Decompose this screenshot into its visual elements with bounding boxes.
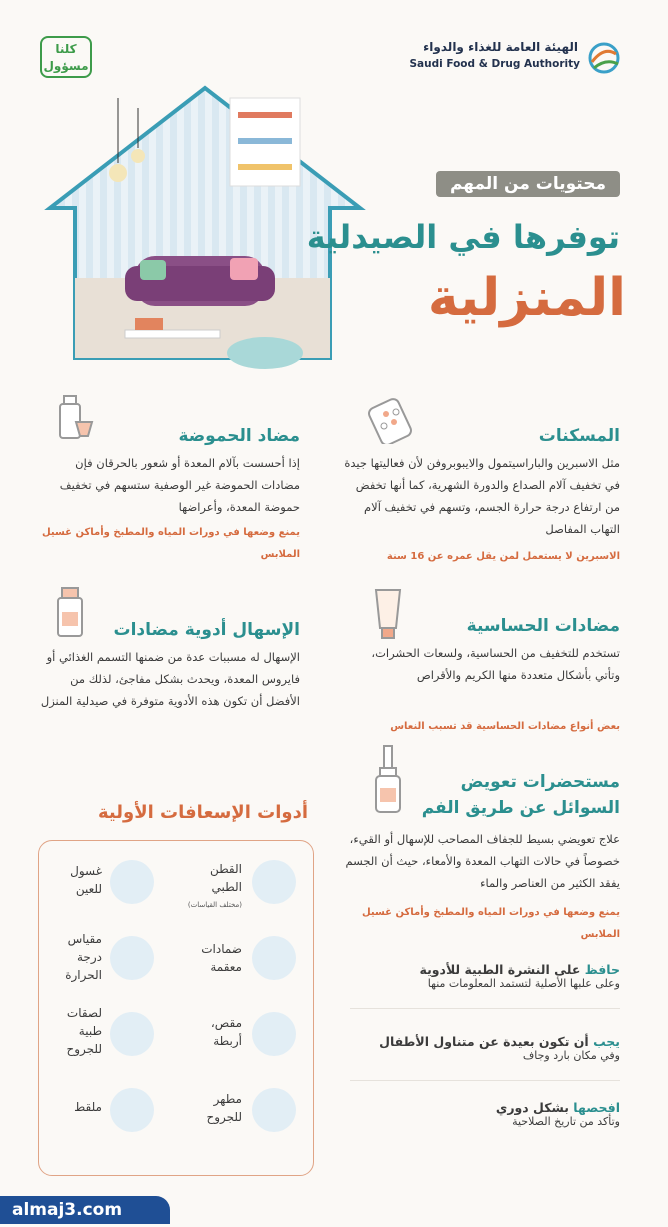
tip-2-sub: وفي مكان بارد وجاف bbox=[522, 1049, 620, 1062]
thermometer-icon bbox=[110, 936, 154, 980]
painkillers-note: الاسبرين لا يستعمل لمن يقل عمره عن 16 سنة bbox=[386, 551, 620, 562]
painkillers-title: المسكنات bbox=[538, 426, 620, 446]
tip-3-sub: وتأكد من تاريخ الصلاحية bbox=[512, 1115, 620, 1128]
tip-2-rest: أن تكون بعيدة عن متناول الأطفال bbox=[379, 1034, 594, 1049]
ors-body: علاج تعويضي بسيط للجفاف المصاحب للإسهال أو القيء، خصوصاً في حالات التهاب المعدة والأمعاء، حيث أن الجسم يفقد الكثير من العناصر والماء bbox=[345, 832, 620, 890]
scissors-label: مقص، أربطة bbox=[210, 1016, 242, 1048]
cream-tube-icon bbox=[370, 586, 406, 642]
plasters-label: لصقات طبية للجروح bbox=[66, 1006, 102, 1056]
antacid-bottle-icon bbox=[52, 394, 96, 444]
badge-line2: مسؤول bbox=[43, 59, 89, 73]
first-aid-title: أدوات الإسعافات الأولية bbox=[98, 802, 308, 823]
tweezers-icon bbox=[110, 1088, 154, 1132]
antidiarrhea-body: الإسهال له مسببات عدة من ضمنها التسمم الغذائي أو فايروس المعدة، ويحدث بشكل مفاجئ، لذلك من الأفضل أن تكون هذه الأدوية متوفرة في صيدلية المنزل bbox=[40, 650, 300, 708]
tip-divider-2 bbox=[350, 1080, 620, 1081]
tip-1-rest: على النشرة الطبية للأدوية bbox=[419, 962, 585, 977]
tip-3-strong: افحصها bbox=[573, 1100, 620, 1115]
antacids-note: يمنع وضعها في دورات المياه والمطبخ وأماكن غسيل الملابس bbox=[41, 527, 300, 560]
sfda-name-en: Saudi Food & Drug Authority bbox=[409, 58, 580, 70]
medicine-box-icon bbox=[54, 584, 86, 640]
tip-2-strong: يجب bbox=[593, 1034, 620, 1049]
scissors-bandage-icon bbox=[252, 1012, 296, 1056]
cotton-sub: (مختلف القياسات) bbox=[187, 901, 242, 909]
ors-title-line1: مستحضرات تعويض bbox=[460, 772, 620, 792]
hero-title-line1: توفرها في الصيدلية bbox=[306, 218, 620, 256]
kolona-masool-badge bbox=[40, 36, 92, 78]
tip-1-sub: وعلى علبها الأصلية لتستمد المعلومات منها bbox=[427, 977, 620, 990]
tweezers-label: ملقط bbox=[74, 1100, 102, 1114]
antiallergy-note: بعض أنواع مضادات الحساسية قد تسبب النعاس bbox=[390, 721, 620, 732]
antiseptic-bottle-icon bbox=[252, 1088, 296, 1132]
hero-title-line2: المنزلية bbox=[427, 268, 626, 328]
cotton-text: القطن الطبي bbox=[209, 862, 242, 894]
ors-note: يمنع وضعها في دورات المياه والمطبخ وأماكن غسيل الملابس bbox=[361, 907, 620, 940]
antacids-body: إذا أحسست بآلام المعدة أو شعور بالحرقان فإن مضادات الحموضة غير الوصفية ستسهم في تخفيف حموضة المعدة، وأعراضها bbox=[59, 456, 300, 514]
antiseptic-label: مطهر للجروح bbox=[206, 1092, 242, 1124]
tip-1-strong: حافظ bbox=[584, 962, 620, 977]
antacids-title: مضاد الحموضة bbox=[178, 426, 300, 446]
sfda-logo-icon bbox=[584, 40, 624, 76]
tip-3-rest: بشكل دوري bbox=[495, 1100, 574, 1115]
sfda-name-ar: الهيئة العامة للغذاء والدواء bbox=[423, 40, 578, 54]
tip-1 bbox=[340, 962, 620, 990]
pads-label: ضمادات معقمة bbox=[201, 942, 242, 974]
hero-tag: محتويات من المهم bbox=[436, 171, 620, 197]
antiallergy-body: تستخدم للتخفيف من الحساسية، ولسعات الحشرات، وتأتي بأشكال متعددة منها الكريم والأقراص bbox=[371, 646, 620, 682]
cotton-label bbox=[180, 860, 242, 914]
tip-divider-1 bbox=[350, 1008, 620, 1009]
sterile-pad-icon bbox=[252, 936, 296, 980]
pills-blister-icon bbox=[368, 398, 414, 444]
dropper-bottle-icon bbox=[372, 744, 404, 816]
ors-title-line2: السوائل عن طريق الفم bbox=[421, 798, 620, 818]
eyewash-label: غسول للعين bbox=[70, 864, 102, 896]
plaster-icon bbox=[110, 1012, 154, 1056]
antidiarrhea-title: الإسهال أدوية مضادات bbox=[113, 620, 300, 640]
thermometer-label: مقياس درجة الحرارة bbox=[65, 932, 102, 982]
tip-3 bbox=[340, 1100, 620, 1128]
painkillers-body: مثل الاسبرين والباراسيتمول والايبوبروفن لأن فعاليتها جيدة في تخفيف آلام الصداع والدورة الشهرية، كما أنها تخفض من ارتفاع درجة حرارة الجسم، وتسهم في تخفيف آلام التهاب المفاصل bbox=[344, 456, 620, 536]
eyewash-bottle-icon bbox=[110, 860, 154, 904]
cotton-icon bbox=[252, 860, 296, 904]
almaj3-logo[interactable]: almaj3.com bbox=[0, 1196, 170, 1224]
badge-line1: كلنا bbox=[55, 42, 77, 56]
tip-2 bbox=[340, 1034, 620, 1062]
antiallergy-title: مضادات الحساسية bbox=[466, 616, 620, 636]
